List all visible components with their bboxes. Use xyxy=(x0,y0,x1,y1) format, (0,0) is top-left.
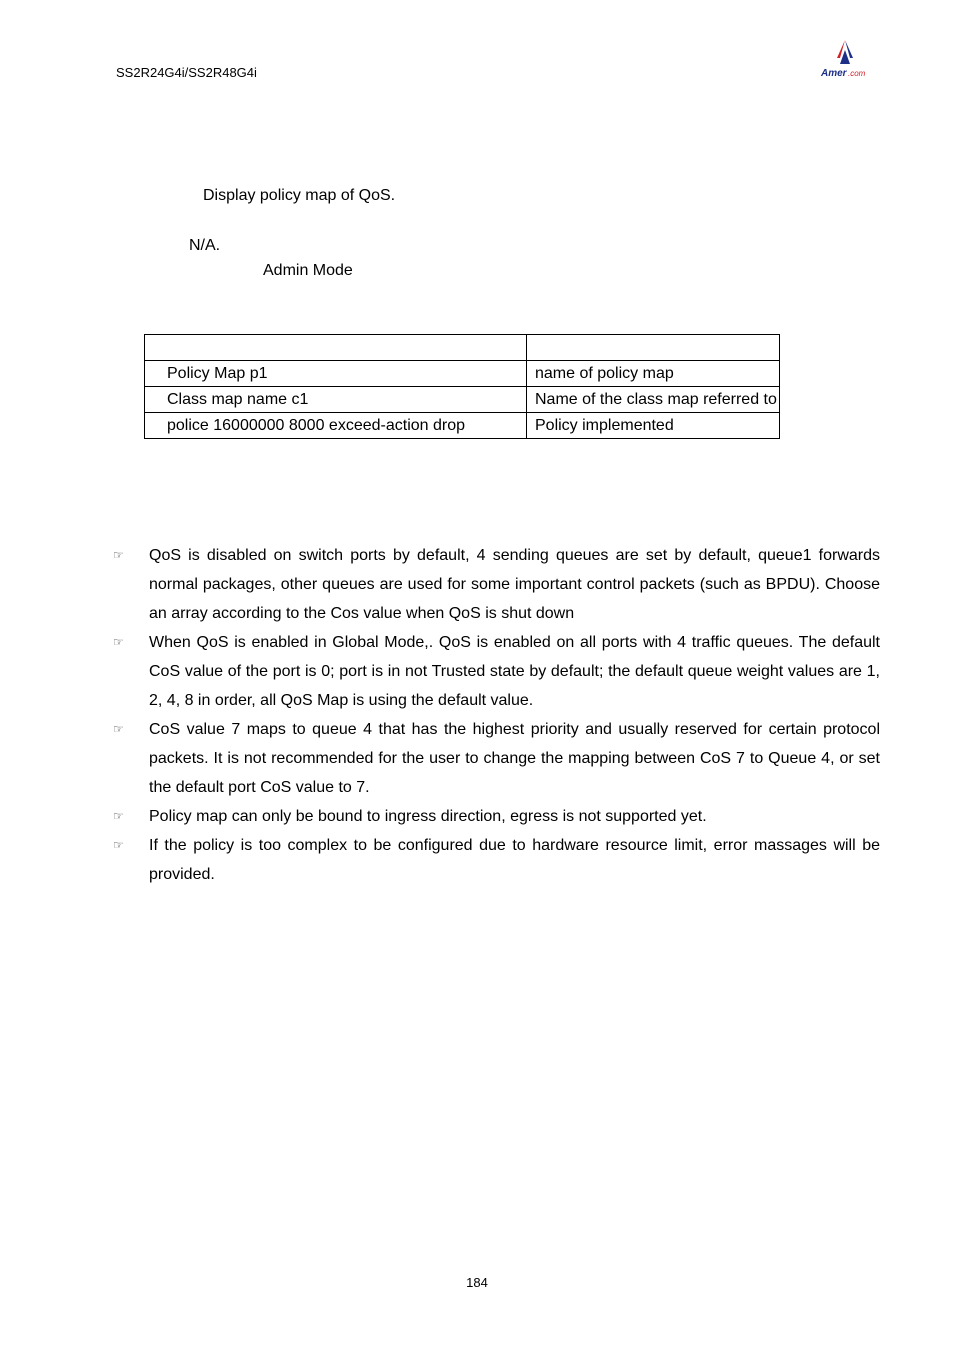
pointing-hand-icon: ☞ xyxy=(113,809,124,823)
note-text: CoS value 7 maps to queue 4 that has the highest priority and usually reserved for certain protocol packets. It is not recommended for the user to change the mapping between CoS 7 to Queue 4, or set the default port CoS value to 7. xyxy=(149,721,880,796)
usage-notes xyxy=(113,541,880,889)
table-cell: name of policy map xyxy=(527,361,780,387)
note-item xyxy=(113,541,880,628)
table-cell: Name of the class map referred to xyxy=(527,387,780,413)
amer-logo-icon xyxy=(818,36,876,82)
pointing-hand-icon: ☞ xyxy=(113,635,124,649)
parameter-description: N/A. xyxy=(189,237,221,254)
document-model-header: SS2R24G4i/SS2R48G4i xyxy=(116,65,257,80)
pointing-hand-icon: ☞ xyxy=(113,838,124,852)
function-description: Display policy map of QoS. xyxy=(203,187,396,204)
policy-map-display-table xyxy=(144,334,780,439)
table-header-cell xyxy=(527,335,780,361)
table-row xyxy=(145,387,780,413)
note-item xyxy=(113,628,880,715)
note-text: QoS is disabled on switch ports by default, 4 sending queues are set by default, queue1 forwards normal packages, other queues are used for some important control packets (such as BPDU). Choose an array according to the Cos value when QoS is shut down xyxy=(149,547,880,622)
note-item xyxy=(113,802,880,831)
note-text: Policy map can only be bound to ingress direction, egress is not supported yet. xyxy=(149,808,707,825)
note-item xyxy=(113,715,880,802)
table-header-row xyxy=(145,335,780,361)
table-row xyxy=(145,361,780,387)
table-cell: Policy implemented xyxy=(527,413,780,439)
table-header-cell xyxy=(145,335,527,361)
amer-logo xyxy=(818,36,876,82)
table-cell: Class map name c1 xyxy=(145,387,527,413)
pointing-hand-icon: ☞ xyxy=(113,548,124,562)
table-cell: Policy Map p1 xyxy=(145,361,527,387)
svg-text:.com: .com xyxy=(848,69,866,78)
table-cell: police 16000000 8000 exceed-action drop xyxy=(145,413,527,439)
command-mode: Admin Mode xyxy=(263,262,353,279)
table-row xyxy=(145,413,780,439)
note-item xyxy=(113,831,880,889)
pointing-hand-icon: ☞ xyxy=(113,722,124,736)
note-text: If the policy is too complex to be configured due to hardware resource limit, error massages will be provided. xyxy=(149,837,880,883)
svg-text:Amer: Amer xyxy=(821,68,847,79)
note-text: When QoS is enabled in Global Mode,. QoS is enabled on all ports with 4 traffic queues. The default CoS value of the port is 0; port is in not Trusted state by default; the default queue weight values are 1, 2, 4, 8 in order, all QoS Map is using the default value. xyxy=(149,634,880,709)
page-number: 184 xyxy=(466,1275,488,1290)
